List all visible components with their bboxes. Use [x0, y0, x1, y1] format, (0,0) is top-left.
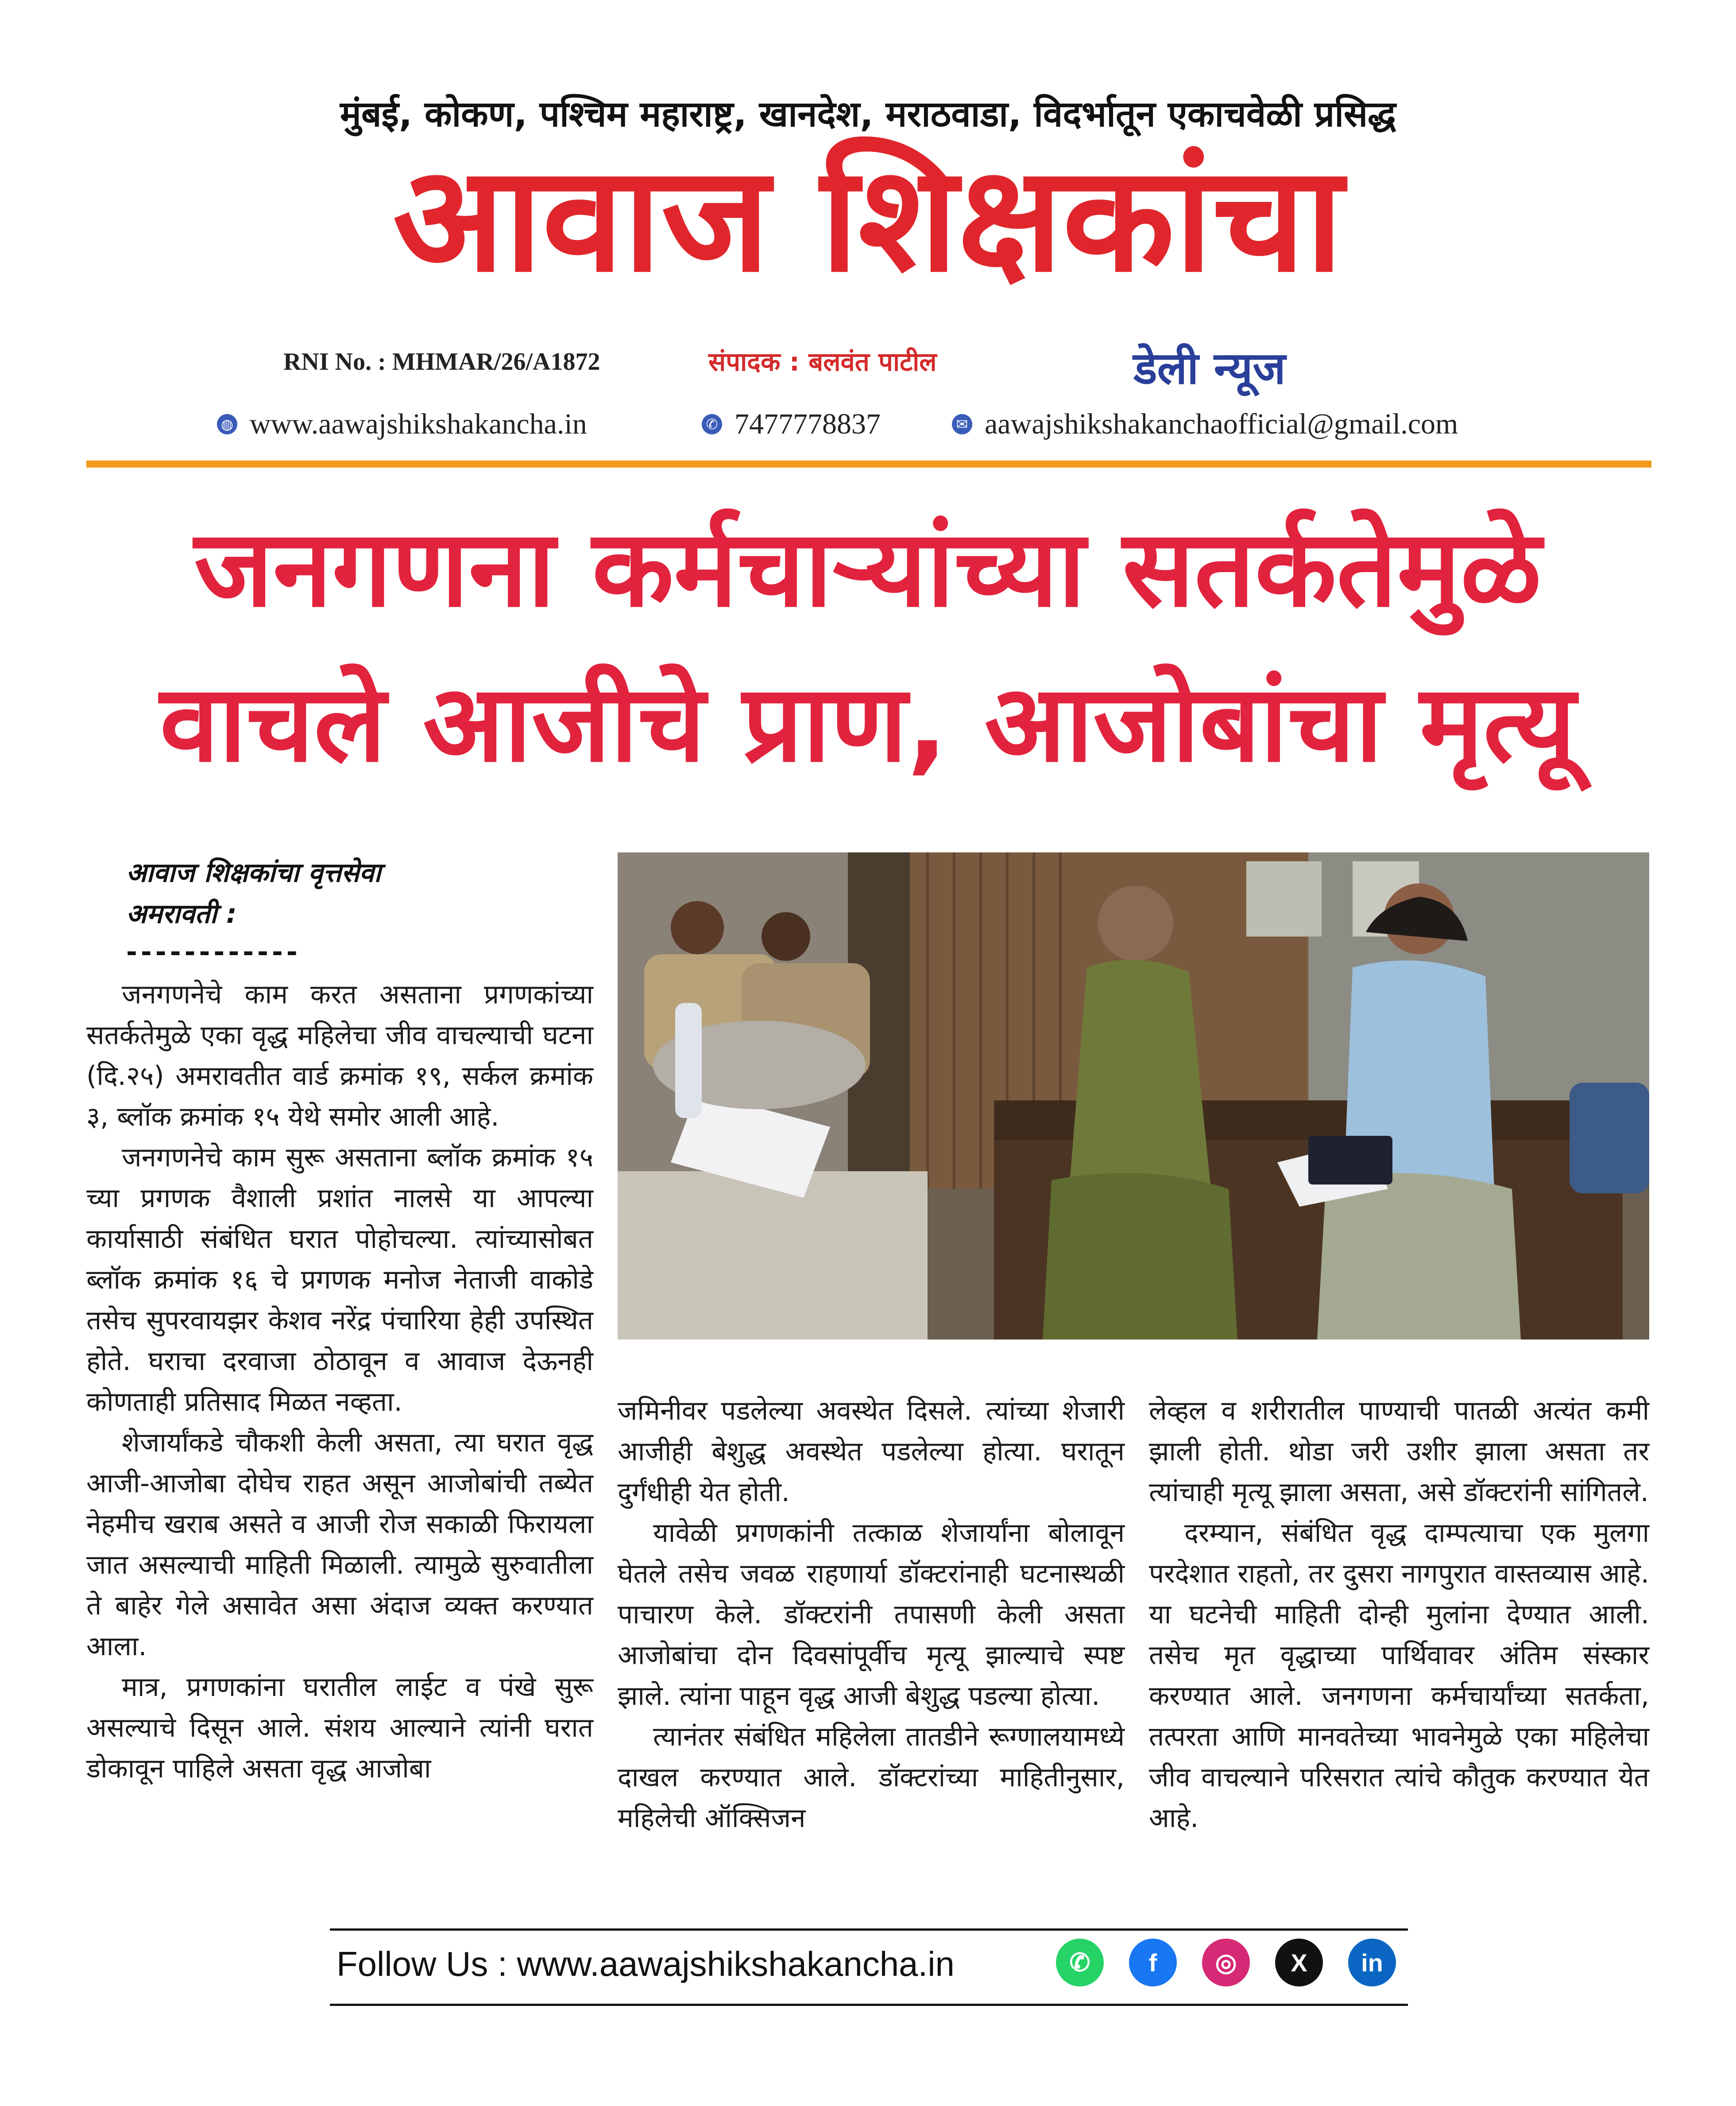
- linkedin-icon[interactable]: in: [1348, 1939, 1396, 1986]
- contact-phone[interactable]: [702, 407, 881, 441]
- headline-line-1: जनगणना कर्मचाऱ्यांच्या सतर्कतेमुळे: [194, 507, 1542, 631]
- phone-icon: ✆: [702, 414, 722, 434]
- x-icon[interactable]: X: [1275, 1939, 1323, 1986]
- whatsapp-icon[interactable]: ✆: [1056, 1939, 1104, 1986]
- footer-top-rule: [330, 1928, 1408, 1931]
- paragraph: त्यानंतर संबंधित महिलेला तातडीने रूग्णालयामध्ये दाखल करण्यात आले. डॉक्टरांच्या माहितीनुसार, महिलेची ऑक्सिजन: [618, 1721, 1125, 1834]
- globe-icon: ◍: [217, 414, 237, 434]
- email-text: aawajshikshakanchaofficial@gmail.com: [985, 408, 1458, 440]
- website-text: www.aawajshikshakancha.in: [250, 408, 587, 440]
- article-column-2: [618, 1390, 1125, 1882]
- phone-text: 7477778837: [735, 408, 881, 440]
- paragraph: शेजार्यांकडे चौकशी केली असता, त्या घरात वृद्ध आजी-आजोबा दोघेच राहत असून आजोबांची तब्येत नेहमीच खराब असते व आजी रोज सकाळी फिरायला जात असल्याची माहिती मिळाली. त्यामुळे सुरुवातीला ते बाहेर गेले असावेत असा अंदाज व्यक्त करण्यात आला.: [86, 1427, 593, 1662]
- headline-line-2: वाचले आजीचे प्राण, आजोबांचा मृत्यू: [160, 662, 1576, 786]
- instagram-icon[interactable]: ◎: [1202, 1939, 1250, 1986]
- byline: [126, 852, 381, 935]
- paragraph: जमिनीवर पडलेल्या अवस्थेत दिसले. त्यांच्या शेजारी आजीही बेशुद्ध अवस्थेत पडलेल्या होत्या. घरातून दुर्गंधीही येत होती.: [618, 1395, 1125, 1508]
- rni-number: RNI No. : MHMAR/26/A1872: [283, 348, 600, 376]
- article-column-3: [1149, 1390, 1649, 1882]
- follow-us-link[interactable]: Follow Us : www.aawajshikshakancha.in: [336, 1944, 955, 1983]
- paragraph: यावेळी प्रगणकांनी तत्काळ शेजार्यांना बोलावून घेतले तसेच जवळ राहणार्या डॉक्टरांनाही घटनास्थळी पाचारण केले. डॉक्टरांनी तपासणी केली असता आजोबांचा दोन दिवसांपूर्वीच मृत्यू झाल्याचे स्पष्ट झाले. त्यांना पाहून वृद्ध आजी बेशुद्ध पडल्या होत्या.: [618, 1518, 1125, 1711]
- byline-divider: ------------: [126, 937, 301, 968]
- contact-website[interactable]: [217, 407, 587, 441]
- news-service: आवाज शिक्षकांचा वृत्तसेवा: [126, 857, 381, 888]
- mail-icon: ✉: [952, 414, 972, 434]
- footer-bottom-rule: [330, 2004, 1408, 2006]
- masthead-title: आवाज शिक्षकांचा: [393, 134, 1343, 304]
- paragraph: जनगणनेचे काम सुरू असताना ब्लॉक क्रमांक १५ च्या प्रगणक वैशाली प्रशांत नालसे या आपल्या कार्यासाठी संबंधित घरात पोहोचल्या. त्यांच्यासोबत ब्लॉक क्रमांक १६ चे प्रगणक मनोज नेताजी वाकोडे तसेच सुपरवायझर केशव नरेंद्र पंचारिया हेही उपस्थित होते. घराचा दरवाजा ठोठावून व आवाज देऊनही कोणताही प्रतिसाद मिळत नव्हता.: [86, 1142, 593, 1417]
- paragraph: लेव्हल व शरीरातील पाण्याची पातळी अत्यंत कमी झाली होती. थोडा जरी उशीर झाला असता तर त्यांचाही मृत्यू झाला असता, असे डॉक्टरांनी सांगितले.: [1149, 1395, 1649, 1508]
- contact-email[interactable]: [952, 407, 1458, 441]
- tagline: मुंबई, कोकण, पश्चिम महाराष्ट्र, खानदेश, मराठवाडा, विदर्भातून एकाचवेळी प्रसिद्ध: [340, 93, 1396, 135]
- dateline-place: अमरावती :: [126, 898, 237, 929]
- paragraph: मात्र, प्रगणकांना घरातील लाईट व पंखे सुरू असल्याचे दिसून आले. संशय आल्याने त्यांनी घरात डोकावून पाहिले असता वृद्ध आजोबा: [86, 1672, 593, 1784]
- paragraph: दरम्यान, संबंधित वृद्ध दाम्पत्याचा एक मुलगा परदेशात राहतो, तर दुसरा नागपुरात वास्तव्यास आहे. या घटनेची माहिती दोन्ही मुलांना देण्यात आली. तसेच मृत वृद्धाच्या पार्थिवावर अंतिम संस्कार करण्यात आले. जनगणना कर्मचार्यांच्या सतर्कता, तत्परता आणि मानवतेच्या भावनेमुळे एका महिलेचा जीव वाचल्याने परिसरात त्यांचे कौतुक करण्यात येत आहे.: [1149, 1518, 1649, 1834]
- facebook-icon[interactable]: f: [1129, 1939, 1177, 1986]
- paragraph: जनगणनेचे काम करत असताना प्रगणकांच्या सतर्कतेमुळे एका वृद्ध महिलेचा जीव वाचल्याची घटना (दि.२५) अमरावतीत वार्ड क्रमांक १९, सर्कल क्रमांक ३, ब्लॉक क्रमांक १५ येथे समोर आली आहे.: [86, 979, 593, 1132]
- header-divider: [86, 461, 1651, 468]
- news-photo: [618, 852, 1649, 1339]
- article-column-1: [86, 974, 593, 1882]
- edition-label: डेली न्यूज: [1133, 342, 1286, 394]
- editor-name: संपादक : बलवंत पाटील: [708, 347, 937, 377]
